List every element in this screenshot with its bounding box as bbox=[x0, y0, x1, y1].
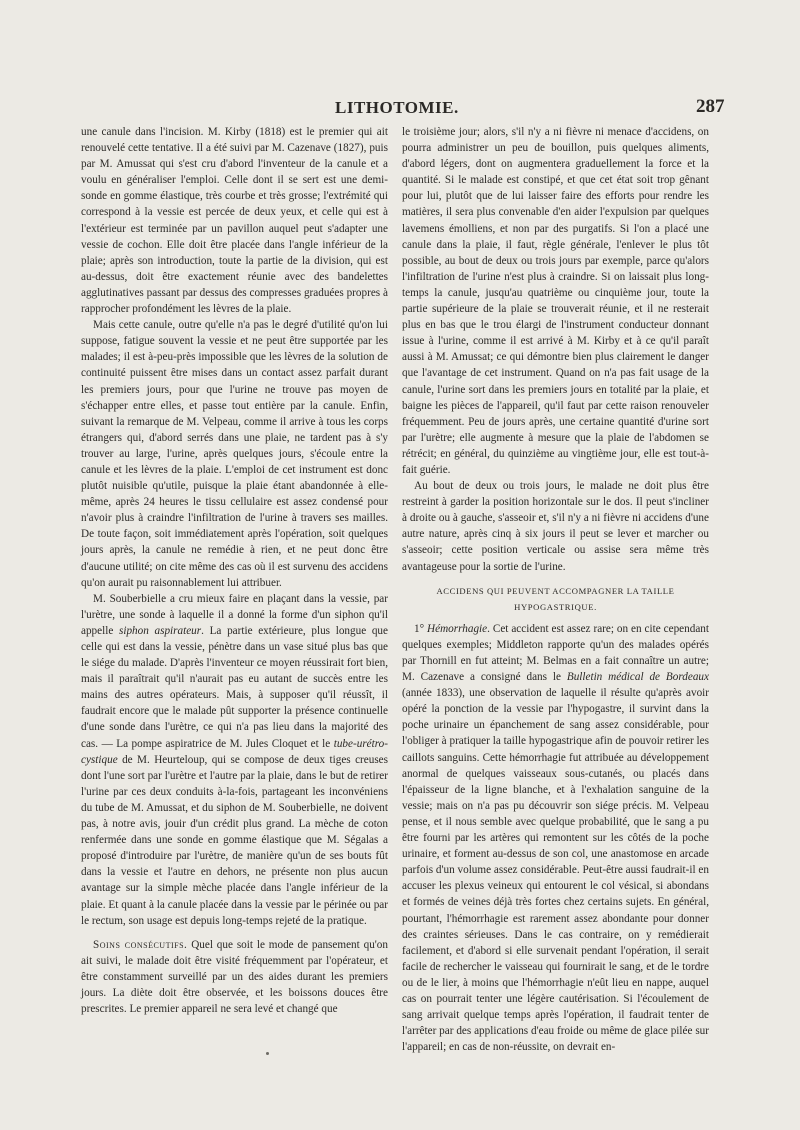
page-number: 287 bbox=[696, 96, 725, 117]
paragraph-text: (année 1833), une observation de laquelle il résulte qu'après avoir opéré la ponction de la vessie par l'hypogastre, il survint dans la poche urinaire un épanchement de sang assez considérable, pour l'obliger à pratiquer la taille hypogastrique afin de pouvoir retirer les caillots sanguins. Cette hémorrhagie fut attribuée au développement anormal de quelques vaisseaux sous-cutanés, ou placés dans l'épaisseur de la ligne blanche, et à l'exhalation sanguine de la vessie; mais on n'a pas pu découvrir son siége précis. M. Velpeau pense, et il nous semble avec quelque probabilité, que le sang a pu être fourni par les artères qui remontent sur les côtés de la poche urinaire, et forment au-dessus de son col, une anastomose en arcade parfois d'un volume assez considérable. Peut-être aussi faudrait-il en accuser les plexus veineux qui entourent le col vésical, si abondans et formés de veines déjà très fortes chez certains sujets. En général, pourtant, l'hémorrhagie est rarement assez abondante pour donner des craintes sérieuses. Dans le cas contraire, on y remédierait facilement, et d'abord si elle survenait pendant l'opération, il serait facile de rechercher le vaisseau qui fournirait le sang, et de le tordre ou de le lier, à moins que l'hémorrhagie n'eût lieu en nappe, auquel cas on pourrait tenter une légère cautérisation. Si l'écoulement de sang arrivait quelque temps après l'opération, il faudrait tenter de l'arrêter par des applications d'eau froide ou même de glace pilée sur l'appareil; en cas de non-réussite, on devrait en- bbox=[402, 687, 709, 1054]
printer-mark bbox=[266, 1052, 269, 1055]
running-title: LITHOTOMIE. bbox=[335, 98, 459, 117]
section-heading: ACCIDENS QUI PEUVENT ACCOMPAGNER LA TAILLE HYPOGASTRIQUE. bbox=[436, 585, 675, 612]
paragraph bbox=[402, 621, 709, 1056]
paragraph-text: M. Souberbielle a cru mieux faire en plaçant dans la vessie, par l'urètre, une sonde à laquelle il a donné la forme d'un siphon qu'il appelle bbox=[81, 592, 388, 637]
left-column bbox=[81, 124, 388, 1017]
paragraph-text: de M. Heurteloup, qui se compose de deux tiges creuses dont l'une sort par l'urètre et l'autre par la plaie, dans le but de retirer l'urine par ces deux conduits à-la-fois, partageant les inconvéniens du tube de M. Amussat, et du siphon de M. Souberbielle, ne doivent pas, à notre avis, jouir d'un crédit plus grand. La mèche de coton renfermée dans une sonde en gomme élastique que M. Ségalas a proposé d'introduire par l'urètre, de manière qu'un de ses bouts fût dans la vessie et l'autre en dehors, ne présente non plus aucun avantage sur la simple mèche placée dans l'angle inférieur de la plaie. Et quant à la canule placée dans la vessie par le périnée ou par le rectum, son usage est depuis long-temps rejeté de la pratique. bbox=[81, 753, 388, 927]
paragraph bbox=[81, 937, 388, 1017]
item-number: 1° bbox=[414, 622, 425, 635]
term-tube-uretro-cystique: tube-urétro-cystique bbox=[81, 737, 388, 766]
paragraph: Au bout de deux ou trois jours, le malade ne doit plus être restreint à garder la position horizontale sur le dos. Il peut s'incliner à droite ou à gauche, s'asseoir et, s'il n'y a ni fièvre ni accidens d'une autre nature, après cinq à six jours il peut se lever et marcher ou s'asseoir; cette position verticale ou assise sera même très avantageuse pour la sortie de l'urine. bbox=[402, 480, 709, 573]
paragraph bbox=[81, 591, 388, 929]
page-header bbox=[0, 98, 800, 120]
right-column bbox=[402, 124, 709, 1055]
paragraph: Mais cette canule, outre qu'elle n'a pas le degré d'utilité qu'on lui suppose, fatigue souvent la vessie et ne peut être supportée par les malades; il est à-peu-près impossible que les lèvres de la solution de continuité puissent être mises dans un contact assez parfait durant les premiers jours, pour que l'urine ne trouve pas moyen de s'échapper entre elles, et passe tout entière par la canule. Enfin, suivant la remarque de M. Velpeau, comme il arrive à tous les corps étrangers qui, d'abord serrés dans une plaie, ne tardent pas à s'y trouver au large, l'urine, après quelques jours, s'écoule entre la canule et les lèvres de la plaie. L'emploi de cet instrument est donc plutôt nuisible qu'utile, puisque la plaie étant abandonnée à elle-même, après 24 heures le tissu cellulaire est assez condensé pour n'avoir plus à craindre l'infiltration de l'urine à travers ses mailles. De toute façon, soit immédiatement après l'opération, soit quelques jours après, la canule ne remédie à rien, et ne peut donc être d'aucune utilité; on cite même des cas où il est survenu des accidens qu'on aurait pu raisonnablement lui attribuer. bbox=[81, 319, 388, 589]
journal-title: Bulletin médical de Bordeaux bbox=[566, 671, 709, 684]
term-hemorrhagie: Hémorrhagie bbox=[427, 622, 488, 635]
paragraph: le troisième jour; alors, s'il n'y a ni fièvre ni menace d'accidens, on pourra administrer un peu de bouillon, puis quelques aliments, d'abord légers, dont on augmentera graduellement la force et la quantité. Si le malade est constipé, et que cet état soit trop gênant pour lui, plutôt que de lui laisser faire des efforts pour rendre les matières, il sera plus convenable d'en aider l'expulsion par quelques lavemens émolliens, et non par des purgatifs. Si l'on a placé une canule dans la plaie, il faut, règle générale, l'enlever le plus tôt possible, au bout de deux ou trois jours par exemple, parce qu'alors l'infiltration de l'urine n'est plus à craindre. Si on laissait plus long-temps la canule, jusqu'au quatrième ou cinquième jour, toute la partie supérieure de la plaie se trouverait réunie, et il ne resterait plus en bas que le trou élargi de l'instrument conducteur donnant issue à l'urine, comme il est arrivé à M. Kirby et à ce qu'il paraît aussi à M. Amussat; ce qui démontre bien plus clairement le danger que l'avantage de cet instrument. Quand on n'a pas fait usage de la canule, l'urine sort dans les premiers jours en totalité par la plaie, et baigne les pièces de l'appareil, qu'il faut par cette raison renouveler fréquemment. Peu de jours après, une certaine quantité d'urine sort par l'urètre; elle augmente à mesure que la plaie de l'abdomen se rétrécit; en général, du quinzième au vingtième jour, elle est tout-à-fait guérie. bbox=[402, 126, 709, 476]
paragraph-text: . La partie extérieure, plus longue que celle qui est dans la vessie, pénètre dans un vase situé plus bas que le siége du malade. D'après l'inventeur ce moyen réussirait fort bien, mais il paraîtrait qu'il n'aurait pas eu autant de succès entre les mains des autres opérateurs. Mais, à supposer qu'il réussît, il faudrait encore que le malade pût supporter la présence continuelle d'une sonde dans l'urètre, ce qui n'a pas lieu dans la majorité des cas. — La pompe aspiratrice de M. Jules Cloquet et le bbox=[81, 624, 388, 750]
section-lead: Soins consécutifs. bbox=[93, 938, 188, 951]
term-siphon-aspirateur: siphon aspirateur bbox=[118, 624, 202, 637]
paragraph-text: . Cet accident est assez rare; on en cite cependant quelques exemples; Middleton rapporte qu'un des malades opérés par Thornill en fut atteint; M. Belmas en a fait connaître un autre; M. Cazenave a consigné dans le bbox=[402, 622, 709, 684]
paragraph-text: Quel que soit le mode de pansement qu'on ait suivi, le malade doit être visité fréquemment par l'opérateur, et être constamment surveillé par un des aides durant les premiers jours. La diète doit être observée, et les boissons douces être prescrites. Le premier appareil ne sera levé et changé que bbox=[81, 938, 388, 1016]
paragraph: une canule dans l'incision. M. Kirby (1818) est le premier qui ait renouvelé cette tentative. Il a été suivi par M. Cazenave (1827), puis par M. Amussat qui s'est cru d'abord l'inventeur de la canule et a voulu en généraliser l'emploi. Celle dont il se sert est une demi-sonde en gomme élastique, très courbe et très grosse; l'extrémité qui correspond à la vessie est percée de deux yeux, et celle qui est à l'extérieur est terminée par un pavillon auquel peut s'adapter une vessie de cochon. Elle doit être placée dans l'angle inférieur de la plaie; après son introduction, toute la partie de la division, qui est au-dessus, doit être exactement réunie avec des bandelettes agglutinatives passant par dessus des compresses graduées propres à rapprocher profondément les lèvres de la plaie. bbox=[81, 126, 388, 316]
